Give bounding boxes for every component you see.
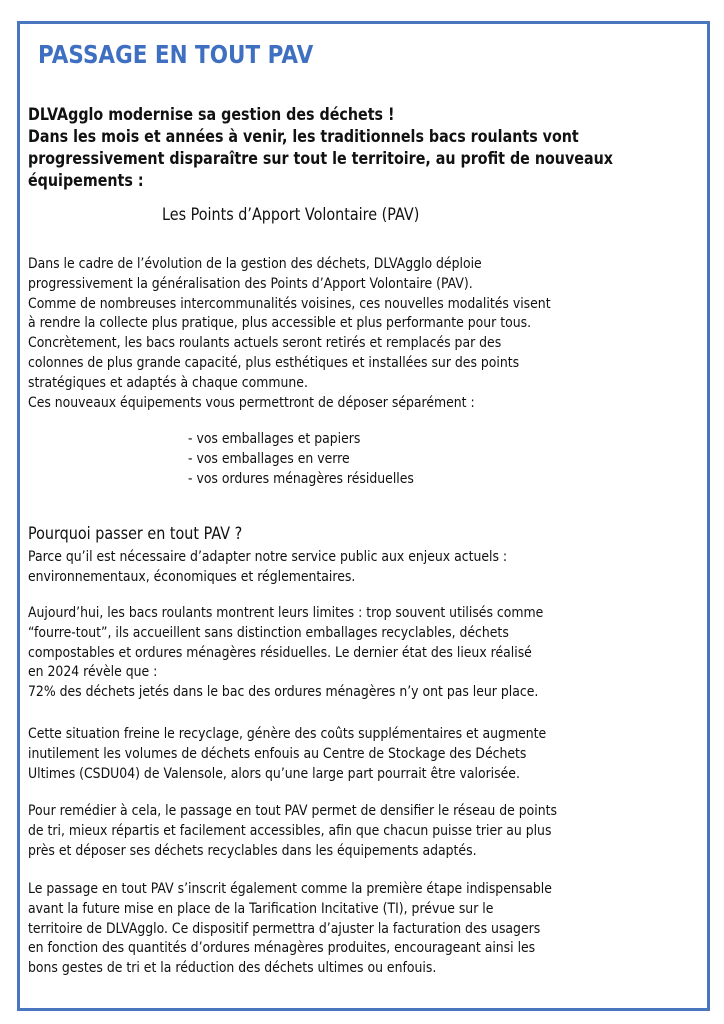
section1-paragraph bbox=[28, 255, 551, 413]
paragraph-3 bbox=[28, 725, 546, 784]
paragraph-2 bbox=[28, 604, 543, 703]
text-line: avant la future mise en place de la Tarification Incitative (TI), prévue sur le bbox=[28, 900, 494, 917]
text-line: bons gestes de tri et la réduction des déchets ultimes ou enfouis. bbox=[28, 960, 437, 977]
text-line: inutilement les volumes de déchets enfouis au Centre de Stockage des Déchets bbox=[28, 745, 527, 762]
text-line: compostables et ordures ménagères résiduelles. Le dernier état des lieux réalisé bbox=[28, 644, 532, 661]
paragraph-4 bbox=[28, 802, 557, 861]
list-item: - vos emballages et papiers bbox=[188, 431, 361, 447]
text-line: progressivement la généralisation des Points d’Apport Volontaire (PAV). bbox=[28, 275, 473, 292]
text-line: Ultimes (CSDU04) de Valensole, alors qu’une large part pourrait être valorisée. bbox=[28, 765, 520, 782]
text-line: 72% des déchets jetés dans le bac des ordures ménagères n’y ont pas leur place. bbox=[28, 684, 539, 701]
text-line: Le passage en tout PAV s’inscrit également comme la première étape indispensable bbox=[28, 881, 552, 897]
text-line: Cette situation freine le recyclage, génère des coûts supplémentaires et augmente bbox=[28, 726, 547, 742]
text-line: “fourre-tout”, ils accueillent sans distinction emballages recyclables, déchets bbox=[28, 624, 509, 641]
text-line: territoire de DLVAgglo. Ce dispositif permettra d’ajuster la facturation des usagers bbox=[28, 920, 541, 937]
equipment-list bbox=[188, 430, 414, 489]
list-item: - vos ordures ménagères résiduelles bbox=[188, 470, 414, 487]
text-line: environnementaux, économiques et réglementaires. bbox=[28, 568, 356, 585]
text-line: de tri, mieux répartis et facilement accessibles, afin que chacun puisse trier au plus bbox=[28, 822, 552, 839]
text-line: Parce qu’il est nécessaire d’adapter notre service public aux enjeux actuels : bbox=[28, 549, 508, 565]
text-line: colonnes de plus grande capacité, plus esthétiques et installées sur des points bbox=[28, 354, 520, 371]
text-line: à rendre la collecte plus pratique, plus accessible et plus performante pour tous. bbox=[28, 315, 532, 332]
intro-line: progressivement disparaître sur tout le territoire, au profit de nouveaux bbox=[28, 149, 613, 168]
section-heading: Pourquoi passer en tout PAV ? bbox=[28, 524, 243, 543]
text-line: Concrètement, les bacs roulants actuels seront retirés et remplacés par des bbox=[28, 335, 502, 352]
list-item: - vos emballages en verre bbox=[188, 450, 350, 467]
text-line: Dans le cadre de l’évolution de la gestion des déchets, DLVAgglo déploie bbox=[28, 256, 482, 272]
text-line: stratégiques et adaptés à chaque commune. bbox=[28, 374, 308, 391]
page-title: PASSAGE EN TOUT PAV bbox=[38, 40, 314, 69]
intro-line: Dans les mois et années à venir, les traditionnels bacs roulants vont bbox=[28, 127, 579, 146]
paragraph-1 bbox=[28, 548, 507, 588]
intro-line: équipements : bbox=[28, 171, 144, 190]
text-line: en fonction des quantités d’ordures ménagères produites, encourageant ainsi les bbox=[28, 940, 536, 957]
text-line: en 2024 révèle que : bbox=[28, 664, 158, 681]
paragraph-5 bbox=[28, 880, 552, 979]
text-line: près et déposer ses déchets recyclables dans les équipements adaptés. bbox=[28, 842, 477, 859]
text-line: Aujourd’hui, les bacs roulants montrent leurs limites : trop souvent utilisés comme bbox=[28, 605, 544, 621]
intro-line: DLVAgglo modernise sa gestion des déchets ! bbox=[28, 105, 395, 124]
subtitle: Les Points d’Apport Volontaire (PAV) bbox=[162, 205, 420, 224]
text-line: Ces nouveaux équipements vous permettront de déposer séparément : bbox=[28, 394, 475, 411]
text-line: Pour remédier à cela, le passage en tout PAV permet de densifier le réseau de points bbox=[28, 803, 557, 819]
intro-block bbox=[28, 104, 613, 192]
text-line: Comme de nombreuses intercommunalités voisines, ces nouvelles modalités visent bbox=[28, 295, 551, 312]
